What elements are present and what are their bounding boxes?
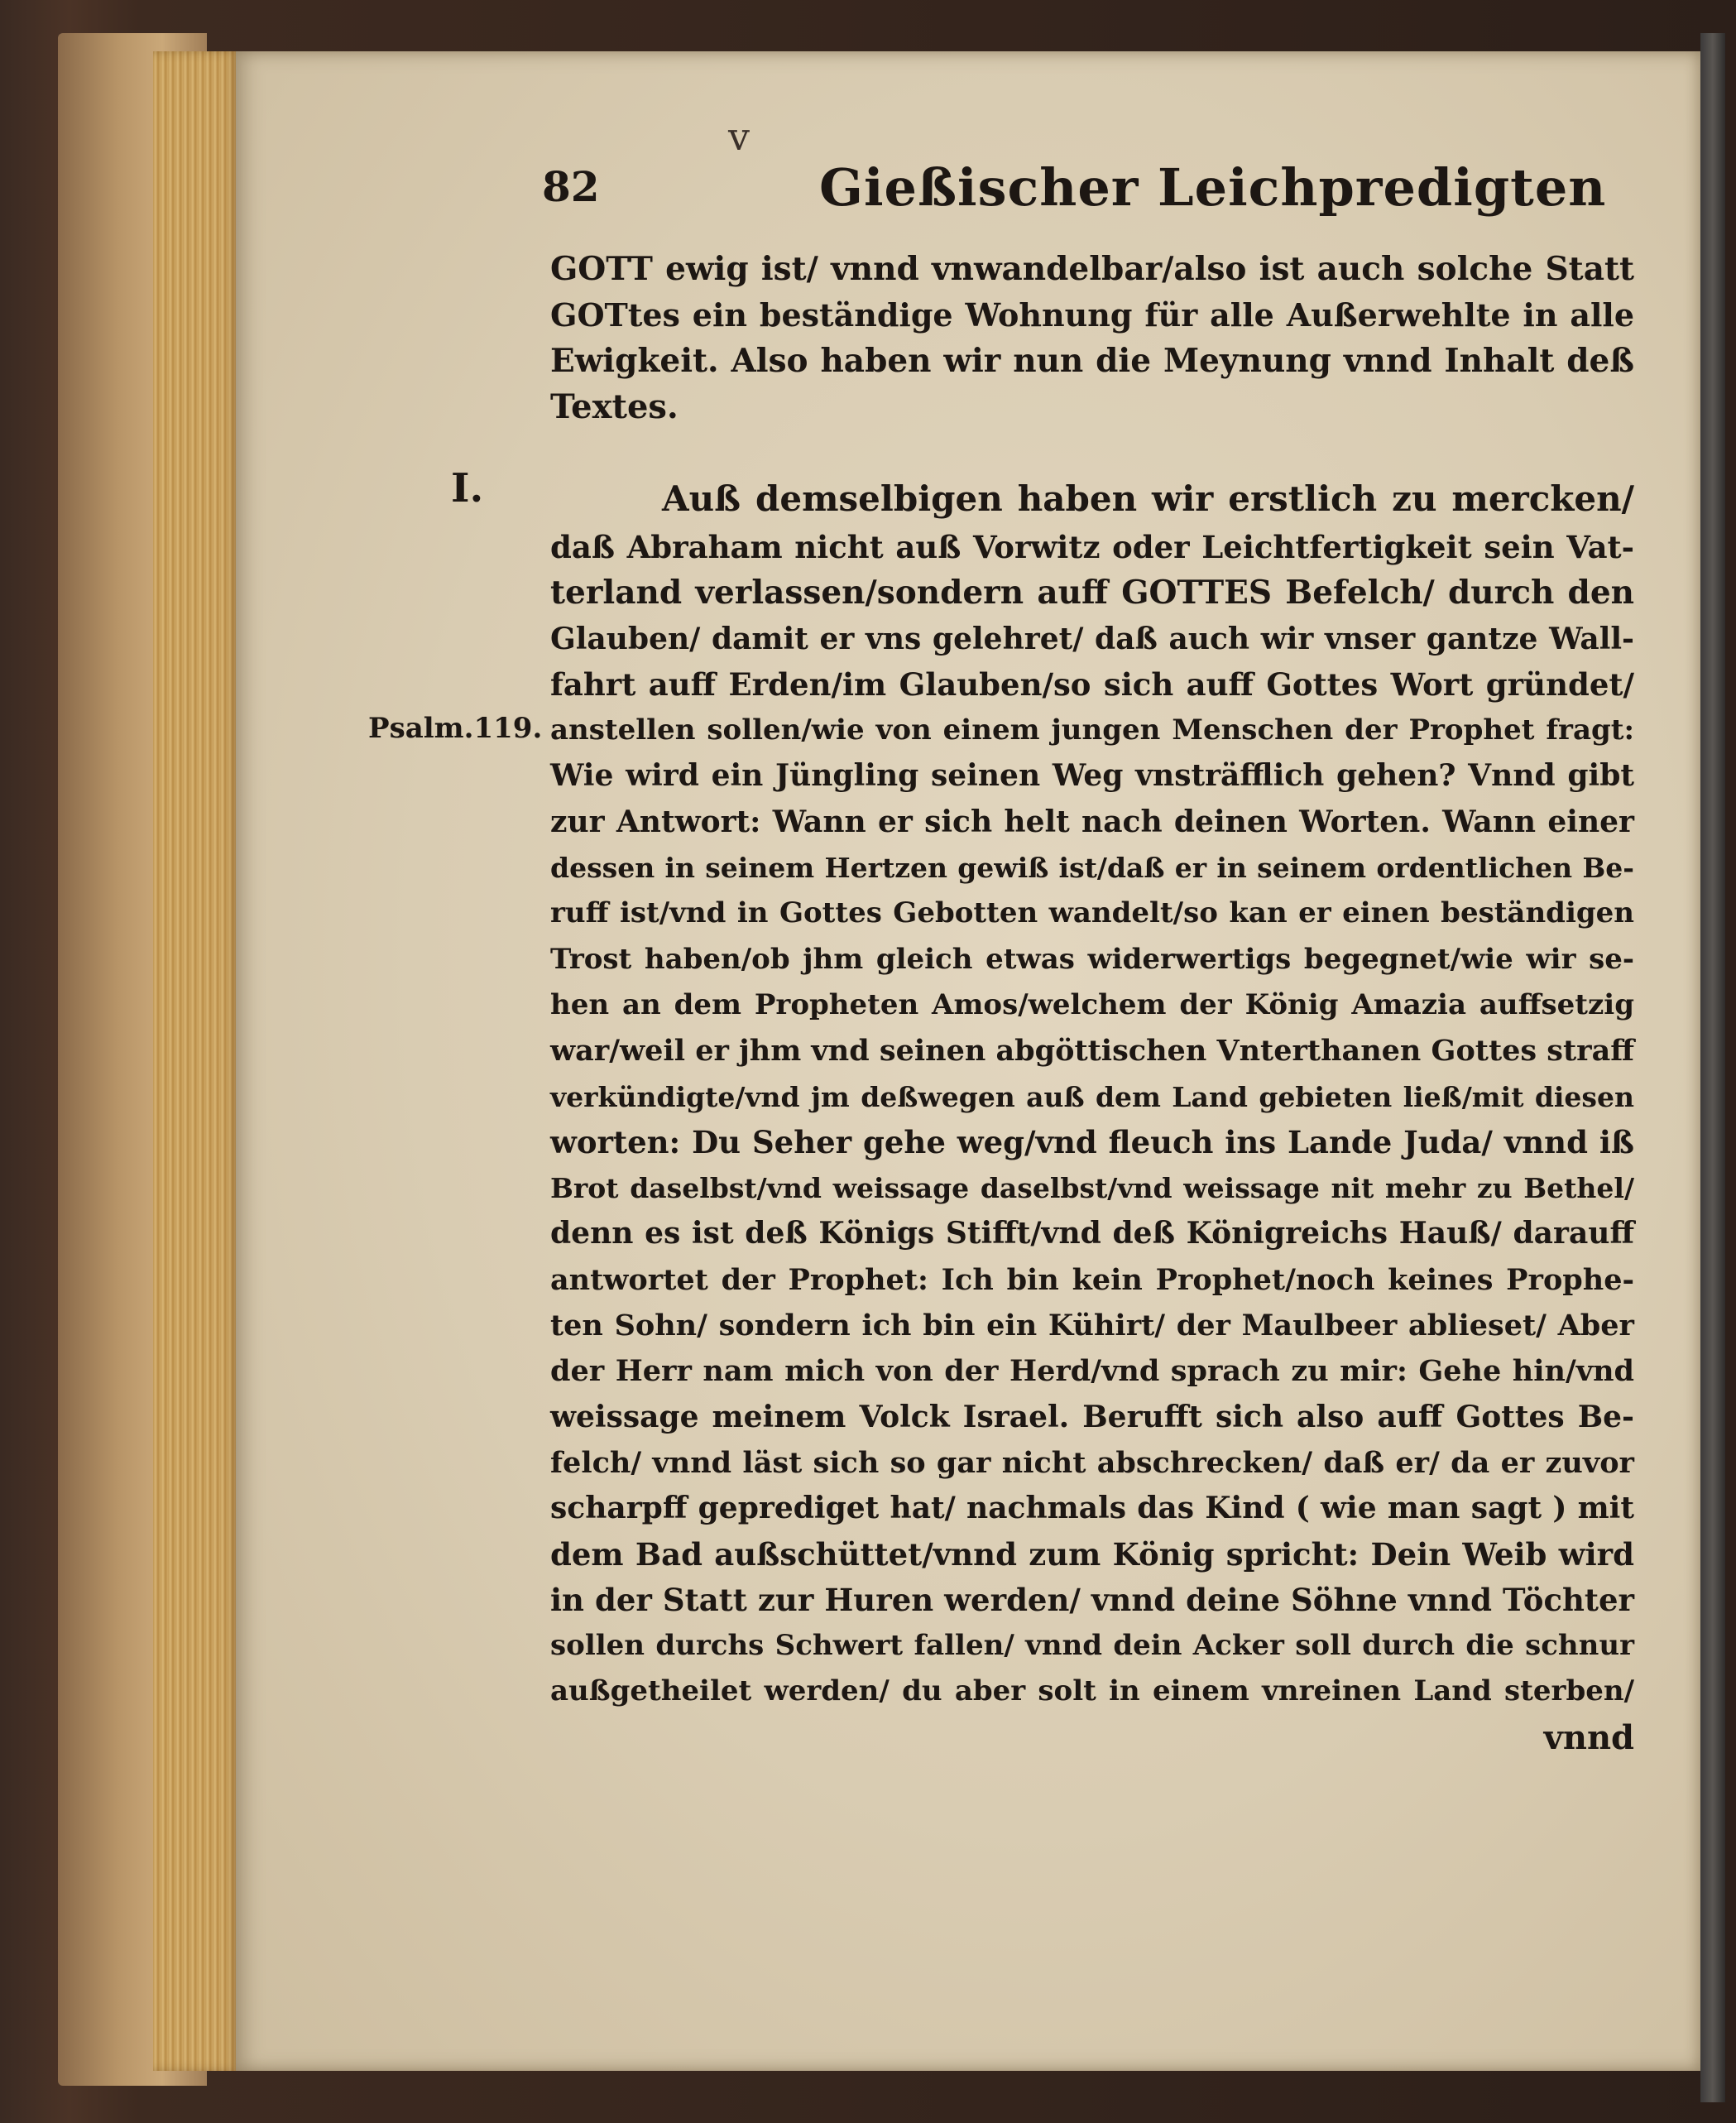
page-number: 82 [542,162,600,211]
text-line: GOTtes ein beständige Wohnung für alle Außerwehlte in alle [550,296,1634,334]
text-line: felch/ vnnd läst sich so gar nicht abschrecken/ daß er/ da er zuvor [550,1445,1634,1480]
text-line: zur Antwort: Wann er sich helt nach deinen Worten. Wann einer [550,804,1634,839]
section-marker: I. [451,465,484,512]
text-line: Wie wird ein Jüngling seinen Weg vnsträfflich gehen? Vnnd gibt [550,758,1634,794]
text-line: sollen durchs Schwert fallen/ vnnd dein Acker soll durch die schnur [550,1629,1634,1663]
text-line: denn es ist deß Königs Stifft/vnd deß Königreichs Hauß/ darauff [550,1216,1634,1251]
facing-page-edge [1700,33,1725,2102]
text-line: hen an dem Propheten Amos/welchem der König Amazia auffsetzig [550,987,1634,1021]
text-line: in der Statt zur Huren werden/ vnnd deine Söhne vnnd Töchter [550,1581,1634,1618]
page-block-edge [153,51,240,2071]
section-paragraph [550,473,1634,1760]
intro-paragraph [550,247,1634,430]
text-line: scharpff geprediget hat/ nachmals das Kind ( wie man sagt ) mit [550,1491,1634,1526]
text-line: worten: Du Seher gehe weg/vnd fleuch ins Lande Juda/ vnnd iß [550,1123,1634,1160]
text-line: terland verlassen/sondern auff GOTTES Befelch/ durch den [550,574,1634,612]
text-line: der Herr nam mich von der Herd/vnd sprach zu mir: Gehe hin/vnd [550,1354,1634,1389]
text-line: außgetheilet werden/ du aber solt in einem vnreinen Land sterben/ [550,1674,1634,1708]
text-line: Brot daselbst/vnd weissage daselbst/vnd weissage nit mehr zu Bethel/ [550,1172,1634,1205]
text-line: ten Sohn/ sondern ich bin ein Kühirt/ der Maulbeer ablieset/ Aber [550,1309,1634,1343]
running-title: Gießischer Leichpredigten [819,157,1607,218]
text-line: Trost haben/ob jhm gleich etwas widerwertigs begegnet/wie wir se- [550,942,1634,976]
text-line: weissage meinem Volck Israel. Berufft sich also auff Gottes Be- [550,1399,1634,1434]
text-line: antwortet der Prophet: Ich bin kein Prophet/noch keines Prophe- [550,1262,1634,1297]
text-line: GOTT ewig ist/ vnnd vnwandelbar/also ist auch solche Statt [550,250,1634,288]
text-line: Ewigkeit. Also haben wir nun die Meynung vnnd Inhalt deß [550,341,1634,380]
text-line: fahrt auff Erden/im Glauben/so sich auff Gottes Wort gründet/ [550,665,1634,703]
margin-note-psalm: Psalm.119. [368,712,543,745]
text-line: ruff ist/vnd in Gottes Gebotten wandelt/so kan er einen beständigen [550,896,1634,930]
text-line: dessen in seinem Hertzen gewiß ist/daß er in seinem ordentlichen Be- [550,852,1634,885]
text-line: daß Abraham nicht auß Vorwitz oder Leichtfertigkeit sein Vat- [550,529,1634,565]
text-line: dem Bad außschüttet/vnnd zum König spricht: Dein Weib wird [550,1535,1634,1573]
text-line: verkündigte/vnd jm deßwegen auß dem Land gebieten ließ/mit diesen [550,1080,1634,1113]
text-line: Textes. [550,387,679,426]
handwritten-check-mark: v [728,114,750,159]
text-line: war/weil er jhm vnd seinen abgöttischen Vnterthanen Gottes straff [550,1034,1635,1069]
catchword: vnnd [1543,1717,1634,1757]
text-line: anstellen sollen/wie von einem jungen Menschen der Prophet fragt: [550,713,1634,747]
text-line-lead: Auß demselbigen haben wir erstlich zu mercken/ [662,478,1634,519]
text-line: Glauben/ damit er vns gelehret/ daß auch wir vnser gantze Wall- [550,621,1634,656]
